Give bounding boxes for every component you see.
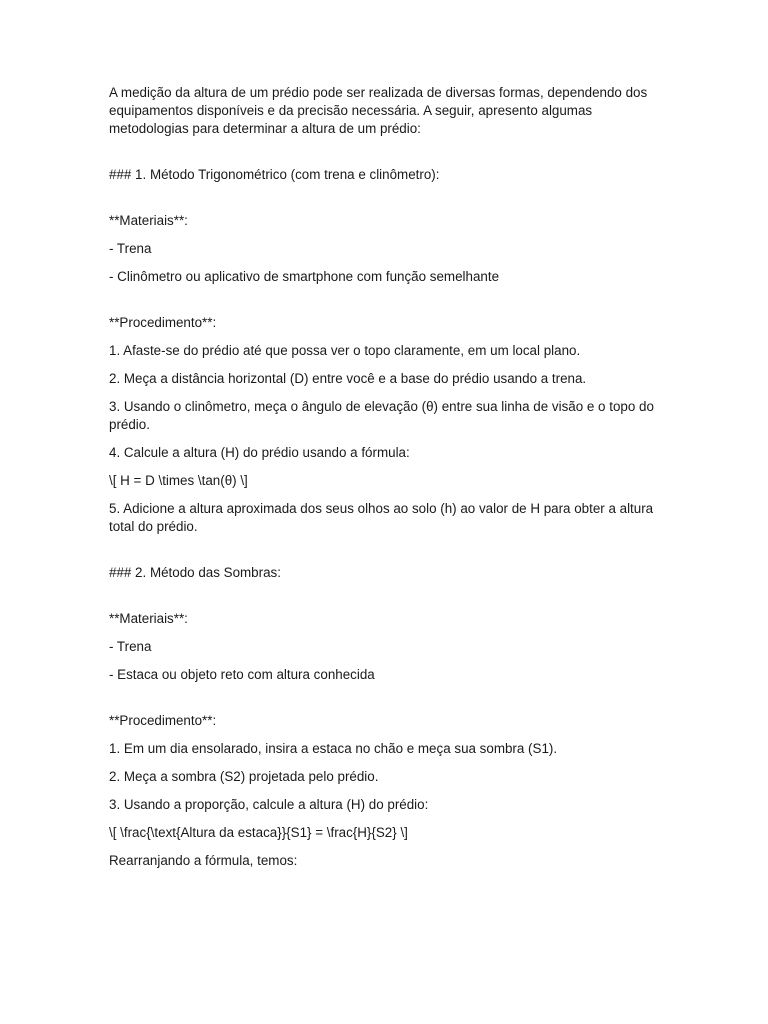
intro-paragraph: A medição da altura de um prédio pode ser realizada de diversas formas, dependendo dos equipamentos disponíveis e da precisão necessária. A seguir, apresento algumas metodologias para determinar a altura de um prédio: bbox=[109, 85, 648, 136]
section1-step: 5. Adicione a altura aproximada dos seus olhos ao solo (h) ao valor de H para obter a altura total do prédio. bbox=[109, 501, 654, 534]
section2-material-item: - Trena bbox=[109, 639, 152, 654]
section2-step: 1. Em um dia ensolarado, insira a estaca no chão e meça sua sombra (S1). bbox=[109, 741, 558, 756]
section1-formula: \[ H = D \times \tan(θ) \] bbox=[109, 473, 248, 488]
section2-materials-label: **Materiais**: bbox=[109, 611, 188, 626]
section2-step: 2. Meça a sombra (S2) projetada pelo prédio. bbox=[109, 769, 379, 784]
section1-material-item: - Trena bbox=[109, 241, 152, 256]
section1-step: 4. Calcule a altura (H) do prédio usando a fórmula: bbox=[109, 445, 410, 460]
section1-materials-label: **Materiais**: bbox=[109, 213, 188, 228]
section2-heading: ### 2. Método das Sombras: bbox=[109, 565, 281, 580]
section2-step: Rearranjando a fórmula, temos: bbox=[109, 853, 298, 868]
section2-formula: \[ \frac{\text{Altura da estaca}}{S1} = \frac{H}{S2} \] bbox=[109, 825, 408, 840]
document-body bbox=[109, 84, 657, 870]
section1-heading: ### 1. Método Trigonométrico (com trena e clinômetro): bbox=[109, 167, 440, 182]
section1-step: 1. Afaste-se do prédio até que possa ver o topo claramente, em um local plano. bbox=[109, 343, 581, 358]
section2-procedure-label: **Procedimento**: bbox=[109, 713, 217, 728]
section1-step: 3. Usando o clinômetro, meça o ângulo de elevação (θ) entre sua linha de visão e o topo do prédio. bbox=[109, 399, 654, 432]
section2-material-item: - Estaca ou objeto reto com altura conhecida bbox=[109, 667, 375, 682]
section2-step: 3. Usando a proporção, calcule a altura (H) do prédio: bbox=[109, 797, 429, 812]
section1-procedure-label: **Procedimento**: bbox=[109, 315, 217, 330]
section1-step: 2. Meça a distância horizontal (D) entre você e a base do prédio usando a trena. bbox=[109, 371, 587, 386]
section1-material-item: - Clinômetro ou aplicativo de smartphone com função semelhante bbox=[109, 269, 500, 284]
